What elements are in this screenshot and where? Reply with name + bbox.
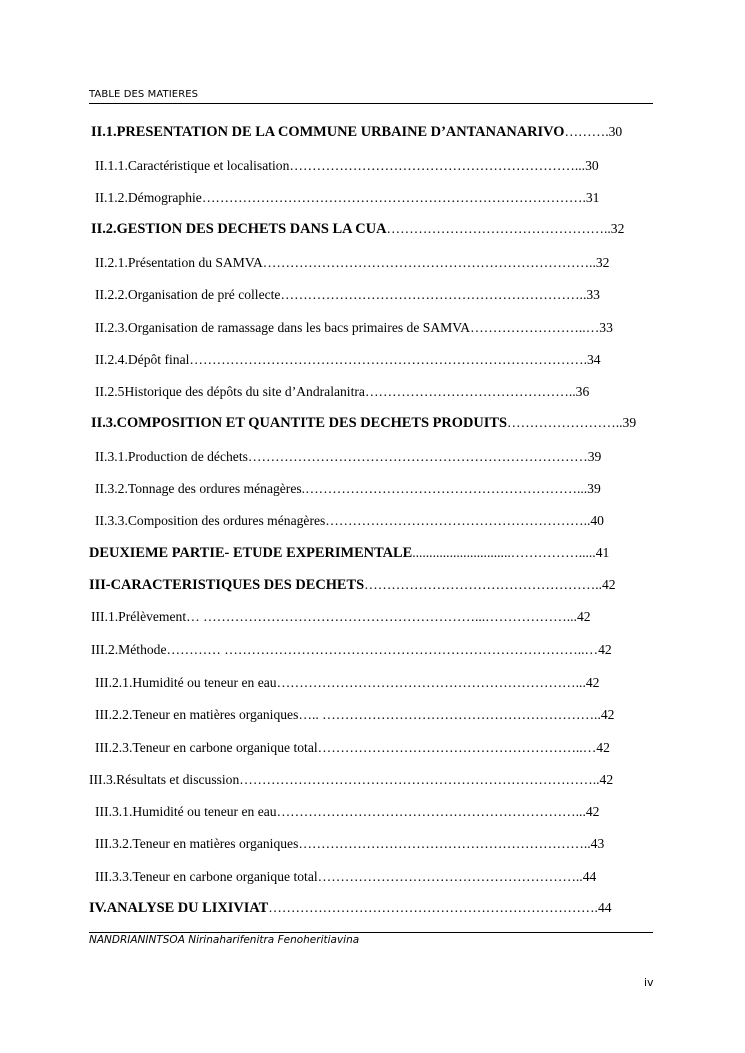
toc-entry-leader: ………………………………………………………. (289, 158, 579, 173)
toc-entry-leader: …………………………………………………..… (317, 740, 597, 755)
toc-entry-page: ..44 (575, 869, 597, 884)
toc-entry-title: II.1.1.Caractéristique et localisation (95, 158, 290, 173)
toc-entry (95, 350, 655, 370)
toc-entry-leader: …………………………………………………………. (276, 804, 580, 819)
toc-entry-title: II.1.2.Démographie (95, 190, 202, 205)
toc-entry (95, 318, 655, 338)
toc-entry-page: ..42 (570, 609, 591, 624)
toc-entry (91, 219, 655, 239)
page-number: iv (644, 976, 654, 989)
toc-entry-page: ..32 (604, 221, 625, 236)
toc-entry-title: II.3.COMPOSITION ET QUANTITE DES DECHETS PRODUITS (91, 415, 507, 431)
toc-entry (95, 802, 655, 822)
toc-entry-title: III.2.2.Teneur en matières organiques….. (95, 707, 323, 722)
footer-author: NANDRIANINTSOA Nirinaharifenitra Fenoheritiavina (89, 934, 360, 946)
toc-entry-leader: ………………………………………………………. (298, 836, 588, 851)
toc-entry-page: 33 (599, 320, 613, 335)
toc-entry-leader: .............................……………..... (412, 545, 596, 560)
toc-entry-leader: …………………………………………………………. (276, 675, 580, 690)
toc-entry-title: IV.ANALYSE DU LIXIVIAT (89, 900, 269, 916)
toc-entry-page: 44 (597, 900, 612, 915)
toc-entry-page: .33 (582, 287, 600, 302)
toc-entry-title: II.1.PRESENTATION DE LA COMMUNE URBAINE D’ANTANANARIVO (91, 124, 565, 140)
footer-divider (89, 932, 653, 933)
toc-entry-leader: ……………………………………………………...………………. (203, 609, 571, 624)
toc-entry-title: III.3.3.Teneur en carbone organique total (95, 869, 318, 884)
toc-entry-leader: ………………………………………. (364, 384, 573, 399)
toc-entry-leader: …………………………………………………… (322, 707, 595, 722)
toc-entry-title: II.2.4.Dépôt final (95, 352, 190, 367)
toc-entry-page: .40 (586, 513, 604, 528)
toc-entry-title: DEUXIEME PARTIE- ETUDE EXPERIMENTALE (89, 545, 413, 561)
toc-entry-page: ..39 (615, 415, 637, 430)
toc-entry-page: 42 (596, 740, 610, 755)
toc-entry (89, 770, 655, 790)
toc-entry-page: .43 (587, 836, 605, 851)
toc-entry-leader: …………………………………………… (364, 577, 596, 592)
toc-entry-leader: …………………… (506, 415, 616, 430)
toc-entry-leader: ………………………………………… (386, 221, 604, 236)
toc-entry (95, 285, 655, 305)
toc-entry (89, 898, 655, 918)
toc-entry-leader: ………………………………………………………………. (262, 255, 593, 270)
toc-entry-page: ..42 (595, 577, 616, 592)
toc-entry-title: III.2.1.Humidité ou teneur en eau (95, 675, 277, 690)
toc-entry (89, 575, 655, 595)
toc-entry-title: II.2.GESTION DES DECHETS DANS LA CUA (91, 221, 387, 237)
toc-entry (95, 382, 655, 402)
toc-entry-page: ..42 (579, 804, 600, 819)
toc-entry-page: .32 (592, 255, 610, 270)
toc-entry-title: II.2.3.Organisation de ramassage dans les bacs primaires de SAMVA (95, 320, 471, 335)
toc-entry-title: III.3.1.Humidité ou teneur en eau (95, 804, 277, 819)
toc-entry-page: 42 (598, 642, 612, 657)
toc-entry-title: III.2.Méthode………… (91, 642, 225, 657)
toc-entry (95, 188, 655, 208)
toc-entry (95, 479, 655, 499)
toc-entry (91, 640, 655, 660)
toc-entry (95, 673, 655, 693)
toc-entry (91, 413, 655, 433)
toc-entry-leader: ………………………………………………… (317, 869, 576, 884)
toc-entry-title: III.3.2.Teneur en matières organiques (95, 836, 299, 851)
toc-entry-page: .34 (583, 352, 601, 367)
toc-entry-title: II.3.3.Composition des ordures ménagères (95, 513, 326, 528)
toc-entry-leader: ……………………………………………………. (305, 481, 581, 496)
toc-entry-title: II.3.1.Production de déchets (95, 449, 248, 464)
toc-entry-title: III-CARACTERISTIQUES DES DECHETS (89, 577, 365, 593)
toc-entry-title: II.2.2.Organisation de pré collecte (95, 287, 281, 302)
toc-entry-page: 41 (595, 545, 610, 560)
toc-entry (95, 738, 655, 758)
toc-entry-leader: ………. (564, 124, 609, 139)
toc-entry (91, 122, 655, 142)
toc-entry-page: ..42 (592, 772, 614, 787)
toc-entry-page: 30 (608, 124, 623, 139)
toc-entry-title: II.2.1.Présentation du SAMVA (95, 255, 263, 270)
page-header: TABLE DES MATIERES (89, 89, 653, 104)
toc-entry-page: 39 (587, 449, 602, 464)
toc-entry-leader: ……………………………………………………………………..… (224, 642, 599, 657)
toc-entry-title: III.2.3.Teneur en carbone organique total (95, 740, 318, 755)
toc-entry-leader: …………………………………………………………………………… (189, 352, 584, 367)
toc-entry-leader: …………………………………………………………………………. (201, 190, 586, 205)
toc-entry-page: ..42 (579, 675, 600, 690)
toc-entry (95, 867, 655, 887)
toc-entry-page: 31 (585, 190, 600, 205)
toc-entry (95, 705, 655, 725)
toc-entry (95, 511, 655, 531)
toc-entry (95, 253, 655, 273)
toc-entry-leader: …………………………………………………. (325, 513, 587, 528)
toc-entry-page: .36 (572, 384, 590, 399)
toc-entry-title: II.2.5Historique des dépôts du site d’Andralanitra (95, 384, 365, 399)
toc-entry-page: ..42 (594, 707, 615, 722)
toc-entry-title: III.3.Résultats et discussion (89, 772, 240, 787)
toc-entry-leader: ……………………..… (470, 320, 600, 335)
toc-entry (95, 834, 655, 854)
toc-entry-page: ..30 (578, 158, 599, 173)
toc-entry-title: III.1.Prélèvement… (91, 609, 204, 624)
toc-entry (95, 156, 655, 176)
toc-entry (91, 607, 655, 627)
toc-entry-leader: ………………………………………………………………. (268, 900, 598, 915)
toc-entry-title: II.3.2.Tonnage des ordures ménagères. (95, 481, 306, 496)
toc-entry-leader: ………………………………………………………………… (247, 449, 588, 464)
toc-entry (89, 543, 655, 563)
toc-entry-leader: …………………………………………………………. (280, 287, 583, 302)
toc-entry-leader: …………………………………………………………………… (239, 772, 593, 787)
toc-entry-page: ..39 (580, 481, 601, 496)
toc-entry (95, 447, 655, 467)
